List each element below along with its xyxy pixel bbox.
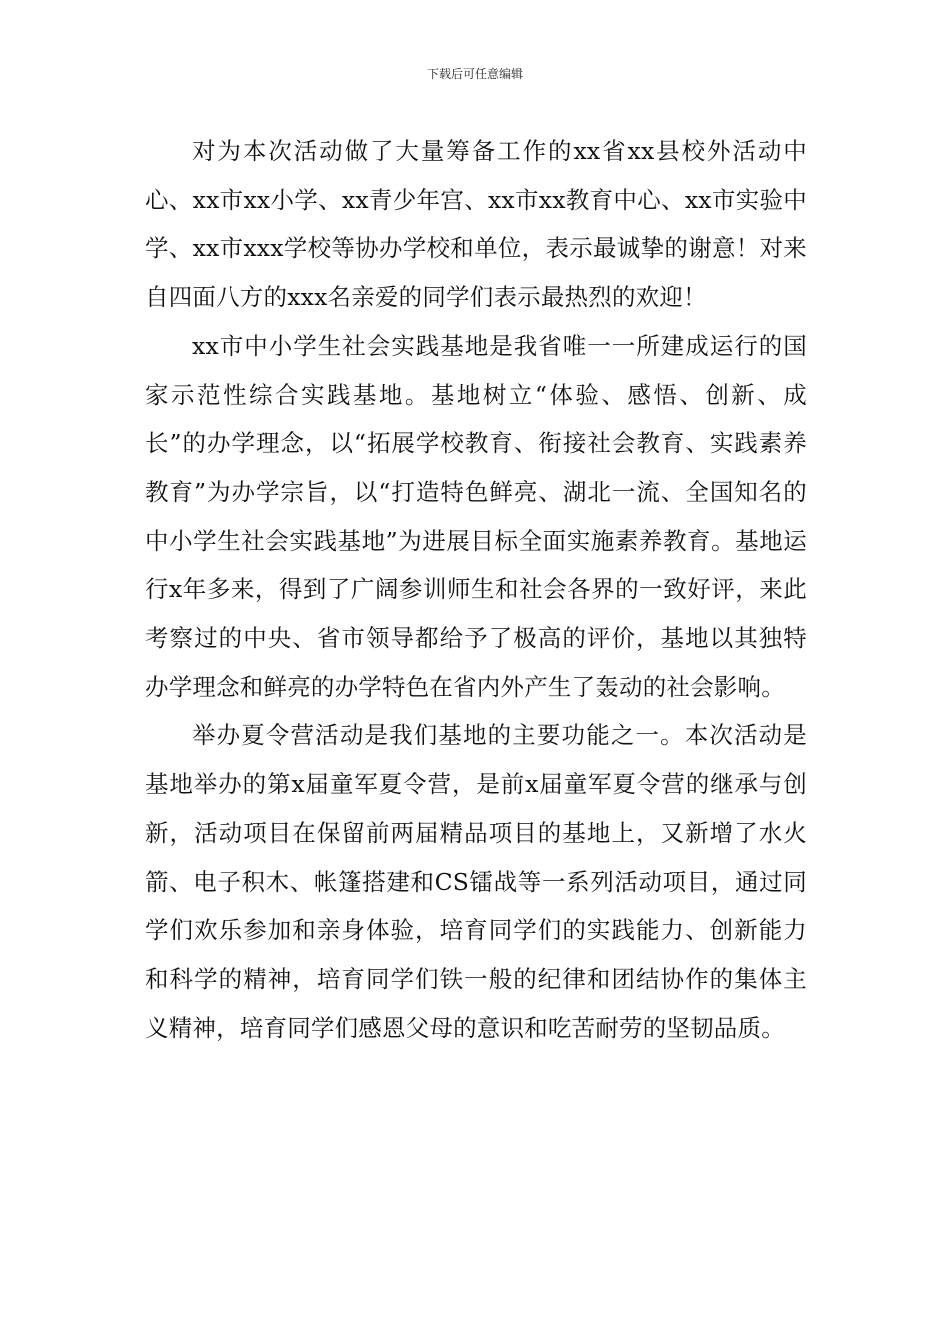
document-body [145, 127, 807, 1052]
page-header-note: 下载后可任意编辑 [426, 67, 523, 81]
paragraph-1: 对为本次活动做了大量筹备工作的xx省xx县校外活动中心、xx市xx小学、xx青少年宫、xx市xx教育中心、xx市实验中学、xx市xxx学校等协办学校和单位，表示最诚挚的谢意！对来自四面八方的xxx名亲爱的同学们表示最热烈的欢迎！ [145, 137, 807, 312]
paragraph-3: 举办夏令营活动是我们基地的主要功能之一。本次活动是基地举办的第x届童军夏令营，是前x届童军夏令营的继承与创新，活动项目在保留前两届精品项目的基地上，又新增了水火箭、电子积木、帐篷搭建和CS镭战等一系列活动项目，通过同学们欢乐参加和亲身体验，培育同学们的实践能力、创新能力和科学的精神，培育同学们铁一般的纪律和团结协作的集体主义精神，培育同学们感恩父母的意识和吃苦耐劳的坚韧品质。 [145, 721, 807, 1042]
paragraph-2: xx市中小学生社会实践基地是我省唯一一所建成运行的国家示范性综合实践基地。基地树立“体验、感悟、创新、成长”的办学理念，以“拓展学校教育、衔接社会教育、实践素养教育”为办学宗旨，以“打造特色鲜亮、湖北一流、全国知名的中小学生社会实践基地”为进展目标全面实施素养教育。基地运行x年多来，得到了广阔参训师生和社会各界的一致好评，来此考察过的中央、省市领导都给予了极高的评价，基地以其独特办学理念和鲜亮的办学特色在省内外产生了轰动的社会影响。 [145, 331, 807, 701]
